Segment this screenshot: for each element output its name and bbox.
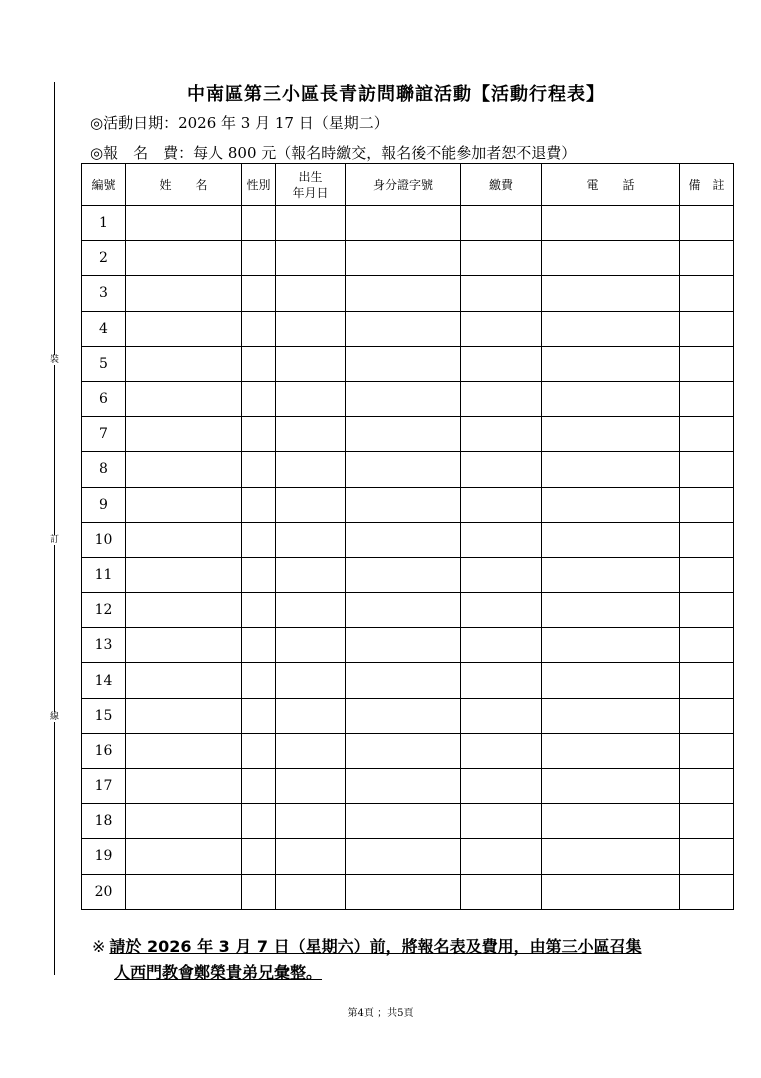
cell-phone	[542, 206, 680, 241]
row-number: 1	[82, 206, 126, 241]
note-line2: 人西門教會鄭榮貴弟兄彙整。	[114, 963, 323, 982]
cell-name	[126, 452, 242, 487]
binding-mark-xian: 線	[49, 712, 59, 722]
table-row	[82, 874, 734, 909]
table-header-row	[82, 164, 734, 206]
cell-name	[126, 557, 242, 592]
cell-phone	[542, 663, 680, 698]
row-number: 11	[82, 557, 126, 592]
table-row	[82, 522, 734, 557]
cell-id-number	[346, 206, 461, 241]
cell-remarks	[680, 628, 734, 663]
row-number: 2	[82, 241, 126, 276]
cell-birthdate	[276, 487, 346, 522]
cell-birthdate	[276, 417, 346, 452]
cell-gender	[242, 381, 276, 416]
cell-id-number	[346, 381, 461, 416]
cell-name	[126, 346, 242, 381]
cell-gender	[242, 452, 276, 487]
table-row	[82, 733, 734, 768]
cell-name	[126, 381, 242, 416]
cell-payment	[461, 804, 542, 839]
cell-remarks	[680, 839, 734, 874]
cell-gender	[242, 241, 276, 276]
registration-fee: ◎報 名 費：每人 800 元（報名時繳交，報名後不能參加者恕不退費）	[90, 144, 577, 162]
cell-gender	[242, 698, 276, 733]
cell-remarks	[680, 874, 734, 909]
cell-remarks	[680, 804, 734, 839]
cell-phone	[542, 522, 680, 557]
cell-name	[126, 628, 242, 663]
table-row	[82, 417, 734, 452]
row-number: 12	[82, 593, 126, 628]
cell-phone	[542, 769, 680, 804]
cell-phone	[542, 874, 680, 909]
row-number: 15	[82, 698, 126, 733]
page-number: 第4頁 ；共5頁	[347, 1008, 414, 1019]
row-number: 7	[82, 417, 126, 452]
cell-phone	[542, 487, 680, 522]
cell-gender	[242, 769, 276, 804]
cell-id-number	[346, 698, 461, 733]
cell-payment	[461, 346, 542, 381]
cell-id-number	[346, 241, 461, 276]
row-number: 3	[82, 276, 126, 311]
header-number: 編號	[82, 164, 126, 206]
row-number: 5	[82, 346, 126, 381]
header-remarks: 備 註	[680, 164, 734, 206]
cell-birthdate	[276, 593, 346, 628]
table-row	[82, 698, 734, 733]
cell-phone	[542, 628, 680, 663]
row-number: 18	[82, 804, 126, 839]
cell-gender	[242, 346, 276, 381]
cell-birthdate	[276, 381, 346, 416]
cell-gender	[242, 733, 276, 768]
cell-phone	[542, 698, 680, 733]
cell-remarks	[680, 346, 734, 381]
row-number: 8	[82, 452, 126, 487]
cell-name	[126, 241, 242, 276]
cell-phone	[542, 557, 680, 592]
row-number: 20	[82, 874, 126, 909]
cell-id-number	[346, 276, 461, 311]
table-row	[82, 628, 734, 663]
cell-birthdate	[276, 804, 346, 839]
table-row	[82, 804, 734, 839]
cell-name	[126, 311, 242, 346]
cell-payment	[461, 381, 542, 416]
cell-birthdate	[276, 557, 346, 592]
table-row	[82, 663, 734, 698]
cell-gender	[242, 628, 276, 663]
cell-gender	[242, 663, 276, 698]
cell-payment	[461, 311, 542, 346]
cell-gender	[242, 311, 276, 346]
row-number: 13	[82, 628, 126, 663]
table-row	[82, 206, 734, 241]
cell-name	[126, 206, 242, 241]
cell-remarks	[680, 593, 734, 628]
row-number: 10	[82, 522, 126, 557]
table-body	[82, 206, 734, 910]
header-gender: 性別	[242, 164, 276, 206]
cell-gender	[242, 874, 276, 909]
cell-remarks	[680, 769, 734, 804]
header-payment: 繳費	[461, 164, 542, 206]
cell-phone	[542, 593, 680, 628]
cell-birthdate	[276, 769, 346, 804]
cell-phone	[542, 311, 680, 346]
cell-name	[126, 839, 242, 874]
header-birth-line2: 年月日	[292, 185, 329, 200]
cell-birthdate	[276, 452, 346, 487]
cell-id-number	[346, 663, 461, 698]
cell-payment	[461, 769, 542, 804]
cell-payment	[461, 206, 542, 241]
cell-phone	[542, 276, 680, 311]
table-row	[82, 276, 734, 311]
cell-name	[126, 487, 242, 522]
document-title: 中南區第三小區長青訪問聯誼活動【活動行程表】	[187, 84, 605, 105]
cell-gender	[242, 557, 276, 592]
cell-payment	[461, 698, 542, 733]
cell-remarks	[680, 241, 734, 276]
cell-payment	[461, 733, 542, 768]
cell-name	[126, 804, 242, 839]
cell-id-number	[346, 733, 461, 768]
submission-note	[92, 934, 712, 986]
cell-name	[126, 663, 242, 698]
table-row	[82, 346, 734, 381]
table-row	[82, 839, 734, 874]
registration-table	[81, 163, 734, 910]
cell-birthdate	[276, 346, 346, 381]
cell-birthdate	[276, 663, 346, 698]
cell-remarks	[680, 522, 734, 557]
cell-remarks	[680, 733, 734, 768]
cell-payment	[461, 417, 542, 452]
cell-birthdate	[276, 276, 346, 311]
cell-phone	[542, 346, 680, 381]
table-row	[82, 241, 734, 276]
cell-birthdate	[276, 206, 346, 241]
cell-phone	[542, 241, 680, 276]
cell-birthdate	[276, 241, 346, 276]
activity-date: ◎活動日期：2026 年 3 月 17 日（星期二）	[90, 114, 389, 132]
cell-id-number	[346, 874, 461, 909]
cell-gender	[242, 593, 276, 628]
row-number: 17	[82, 769, 126, 804]
row-number: 6	[82, 381, 126, 416]
cell-gender	[242, 276, 276, 311]
row-number: 19	[82, 839, 126, 874]
cell-payment	[461, 522, 542, 557]
cell-payment	[461, 874, 542, 909]
cell-birthdate	[276, 733, 346, 768]
note-line1: 請於 2026 年 3 月 7 日（星期六）前，將報名表及費用，由第三小區召集	[109, 937, 642, 956]
cell-id-number	[346, 346, 461, 381]
table-row	[82, 311, 734, 346]
cell-name	[126, 874, 242, 909]
cell-gender	[242, 487, 276, 522]
cell-gender	[242, 804, 276, 839]
table-row	[82, 557, 734, 592]
cell-phone	[542, 804, 680, 839]
row-number: 9	[82, 487, 126, 522]
table-row	[82, 381, 734, 416]
cell-birthdate	[276, 839, 346, 874]
binding-mark-zhuang: 裝	[49, 355, 59, 365]
cell-name	[126, 769, 242, 804]
cell-remarks	[680, 663, 734, 698]
cell-payment	[461, 593, 542, 628]
table-row	[82, 593, 734, 628]
cell-remarks	[680, 311, 734, 346]
cell-gender	[242, 522, 276, 557]
cell-name	[126, 522, 242, 557]
cell-payment	[461, 241, 542, 276]
cell-payment	[461, 628, 542, 663]
cell-payment	[461, 663, 542, 698]
cell-id-number	[346, 311, 461, 346]
cell-remarks	[680, 276, 734, 311]
cell-phone	[542, 839, 680, 874]
header-name: 姓 名	[126, 164, 242, 206]
cell-birthdate	[276, 698, 346, 733]
cell-id-number	[346, 804, 461, 839]
cell-id-number	[346, 839, 461, 874]
cell-id-number	[346, 522, 461, 557]
cell-gender	[242, 839, 276, 874]
table-row	[82, 487, 734, 522]
header-id-number: 身分證字號	[346, 164, 461, 206]
cell-id-number	[346, 557, 461, 592]
cell-birthdate	[276, 628, 346, 663]
cell-payment	[461, 839, 542, 874]
cell-name	[126, 417, 242, 452]
note-symbol: ※	[92, 937, 106, 956]
header-phone: 電 話	[542, 164, 680, 206]
row-number: 14	[82, 663, 126, 698]
table-row	[82, 769, 734, 804]
cell-phone	[542, 733, 680, 768]
cell-phone	[542, 381, 680, 416]
cell-remarks	[680, 206, 734, 241]
cell-id-number	[346, 487, 461, 522]
header-birthdate	[276, 164, 346, 206]
cell-id-number	[346, 593, 461, 628]
cell-birthdate	[276, 522, 346, 557]
cell-remarks	[680, 381, 734, 416]
cell-name	[126, 276, 242, 311]
header-birth-line1: 出生	[298, 169, 323, 184]
cell-remarks	[680, 417, 734, 452]
cell-gender	[242, 206, 276, 241]
row-number: 4	[82, 311, 126, 346]
binding-line	[54, 82, 55, 975]
cell-phone	[542, 417, 680, 452]
cell-remarks	[680, 487, 734, 522]
cell-name	[126, 733, 242, 768]
binding-mark-ding: 訂	[49, 535, 59, 545]
cell-id-number	[346, 628, 461, 663]
cell-id-number	[346, 417, 461, 452]
row-number: 16	[82, 733, 126, 768]
cell-id-number	[346, 452, 461, 487]
cell-payment	[461, 452, 542, 487]
cell-payment	[461, 487, 542, 522]
cell-name	[126, 593, 242, 628]
cell-payment	[461, 276, 542, 311]
cell-remarks	[680, 698, 734, 733]
table-row	[82, 452, 734, 487]
cell-birthdate	[276, 874, 346, 909]
cell-gender	[242, 417, 276, 452]
cell-remarks	[680, 452, 734, 487]
cell-remarks	[680, 557, 734, 592]
cell-phone	[542, 452, 680, 487]
cell-name	[126, 698, 242, 733]
cell-id-number	[346, 769, 461, 804]
cell-payment	[461, 557, 542, 592]
cell-birthdate	[276, 311, 346, 346]
